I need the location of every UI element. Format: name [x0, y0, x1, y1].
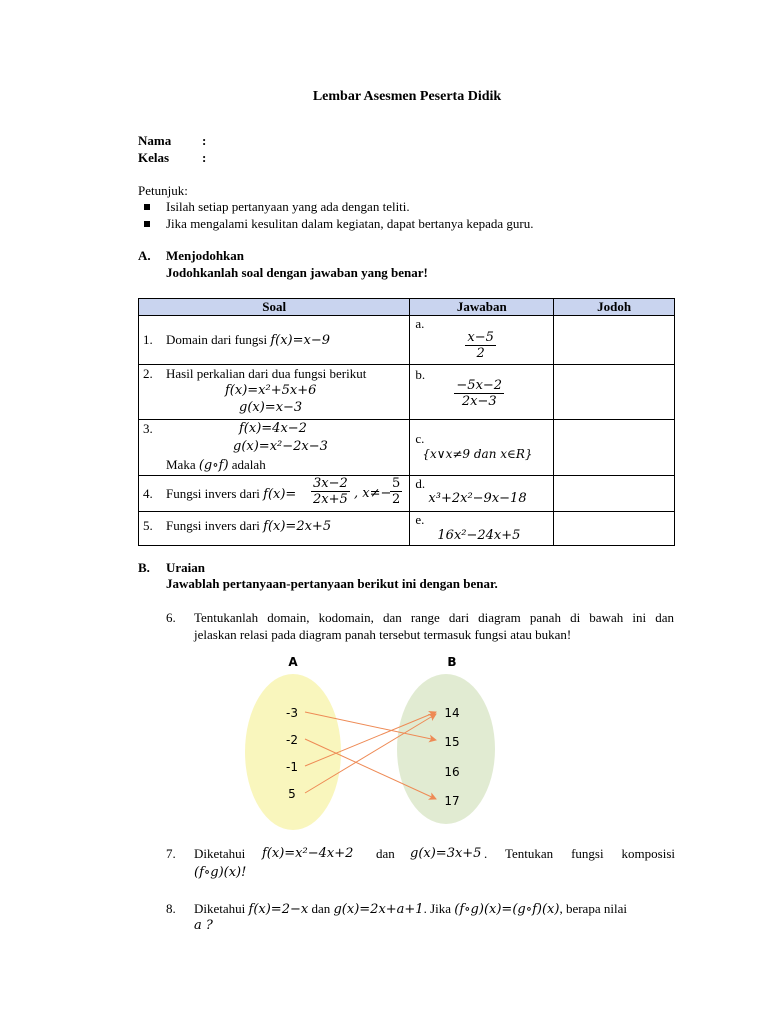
- jawaban-cell: [410, 420, 554, 476]
- question-6-line1: Tentukanlah domain, kodomain, dan range dari diagram panah di bawah ini dan: [194, 610, 674, 625]
- row-number: 5.: [143, 518, 153, 533]
- soal-text: Domain dari fungsi f(x)=x−9: [166, 332, 331, 348]
- instruction-item: Jika mengalami kesulitan dalam kegiatan, dapat bertanya kepada guru.: [166, 216, 534, 231]
- question-7-composition: (f∘g)(x)!: [194, 865, 247, 880]
- question-number: 7.: [166, 846, 176, 861]
- jawaban-cell: [410, 316, 554, 365]
- soal-condition: , x≠−: [354, 486, 392, 501]
- name-label: Nama: [138, 133, 172, 148]
- name-colon: :: [202, 133, 207, 148]
- table-header-row: [139, 299, 675, 316]
- row-number: 4.: [143, 486, 153, 501]
- bullet-icon: [144, 204, 150, 210]
- question-7-and: dan: [376, 846, 395, 861]
- soal-fraction: $\frac{3x-2}{2x+5}$: [313, 476, 348, 507]
- question-7-f: f(x)=x²−4x+2: [262, 846, 354, 861]
- answer-letter: c.: [415, 431, 425, 446]
- question-7-g: g(x)=3x+5: [410, 846, 482, 861]
- section-b-letter: B.: [138, 560, 150, 575]
- table-row: [139, 316, 675, 365]
- jodoh-cell[interactable]: [554, 476, 675, 512]
- jawaban-cell: [410, 476, 554, 512]
- arrow-diagram: [240, 650, 510, 835]
- soal-math: f(x)=x²+5x+6: [225, 383, 317, 398]
- class-colon: :: [202, 150, 207, 165]
- jawaban-cell: [410, 512, 554, 546]
- soal-text: Fungsi invers dari f(x)=: [166, 486, 297, 502]
- row-number: 3.: [143, 421, 153, 436]
- class-label: Kelas: [138, 150, 170, 165]
- soal-cell: [139, 316, 410, 365]
- answer-letter: e.: [415, 512, 425, 527]
- soal-math: f(x)=4x−2: [239, 421, 307, 436]
- matching-table: [138, 298, 675, 546]
- header-soal: Soal: [139, 299, 410, 316]
- question-number: 6.: [166, 610, 176, 625]
- answer-fraction: $\frac{x-5}{2}$: [467, 330, 494, 361]
- soal-cell: [139, 365, 410, 420]
- jodoh-cell[interactable]: [554, 365, 675, 420]
- row-number: 1.: [143, 332, 153, 347]
- question-6-line2: jelaskan relasi pada diagram panah tersebut termasuk fungsi atau bukan!: [194, 627, 572, 642]
- soal-cell: [139, 512, 410, 546]
- set-a-label: A: [288, 655, 298, 669]
- soal-cell: [139, 420, 410, 476]
- set-b-element: 17: [444, 794, 460, 808]
- set-a-element: 5: [288, 787, 296, 801]
- set-b-label: B: [447, 655, 457, 669]
- header-jawaban: Jawaban: [410, 299, 554, 316]
- instructions-heading: Petunjuk:: [138, 183, 188, 198]
- set-a-ellipse: [245, 674, 341, 830]
- set-a-element: -1: [286, 760, 298, 774]
- bullet-icon: [144, 221, 150, 227]
- question-8-line2: a ?: [194, 918, 213, 933]
- answer-letter: a.: [415, 316, 425, 331]
- section-a-title: Menjodohkan: [166, 248, 245, 263]
- page-title: Lembar Asesmen Peserta Didik: [312, 89, 502, 104]
- jodoh-cell[interactable]: [554, 316, 675, 365]
- soal-cell: [139, 476, 410, 512]
- question-7-text: Diketahui: [194, 846, 246, 861]
- table-row: [139, 420, 675, 476]
- set-b-element: 15: [444, 735, 460, 749]
- section-a-subtitle: Jodohkanlah soal dengan jawaban yang benar!: [166, 265, 428, 280]
- set-a-element: -3: [286, 706, 298, 720]
- table-row: [139, 476, 675, 512]
- answer-text: x³+2x²−9x−18: [428, 491, 527, 506]
- question-8-line1: Diketahui f(x)=2−x dan g(x)=2x+a+1. Jika (f∘g)(x)=(g∘f)(x), berapa nilai: [194, 901, 627, 917]
- soal-text: Fungsi invers dari f(x)=2x+5: [166, 518, 332, 534]
- soal-math: g(x)=x−3: [239, 400, 303, 415]
- soal-math: g(x)=x²−2x−3: [233, 439, 328, 454]
- instruction-item: Isilah setiap pertanyaan yang ada dengan teliti.: [166, 199, 410, 214]
- jodoh-cell[interactable]: [554, 512, 675, 546]
- soal-text: Maka (g∘f) adalah: [166, 457, 266, 473]
- jawaban-cell: [410, 365, 554, 420]
- soal-text: Hasil perkalian dari dua fungsi berikut: [166, 366, 367, 381]
- section-a-letter: A.: [138, 248, 151, 263]
- answer-text: 16x²−24x+5: [437, 528, 521, 543]
- set-b-element: 16: [444, 765, 460, 779]
- answer-text: {x∨x≠9 dan x∈R}: [422, 447, 533, 461]
- answer-letter: b.: [415, 367, 426, 382]
- answer-fraction: $\frac{-5x-2}{2x-3}$: [456, 378, 503, 409]
- section-b-subtitle: Jawablah pertanyaan-pertanyaan berikut ini dengan benar.: [166, 576, 498, 591]
- header-jodoh: Jodoh: [554, 299, 675, 316]
- table-row: [139, 365, 675, 420]
- section-b-title: Uraian: [166, 560, 205, 575]
- question-7-text-2: . Tentukan fungsi komposisi: [484, 846, 675, 861]
- row-number: 2.: [143, 366, 153, 381]
- set-a-element: -2: [286, 733, 298, 747]
- question-number: 8.: [166, 901, 176, 916]
- jodoh-cell[interactable]: [554, 420, 675, 476]
- table-row: [139, 512, 675, 546]
- answer-letter: d.: [415, 476, 426, 491]
- soal-condition-fraction: $\frac{5}{2}$: [392, 476, 401, 507]
- set-b-element: 14: [444, 706, 460, 720]
